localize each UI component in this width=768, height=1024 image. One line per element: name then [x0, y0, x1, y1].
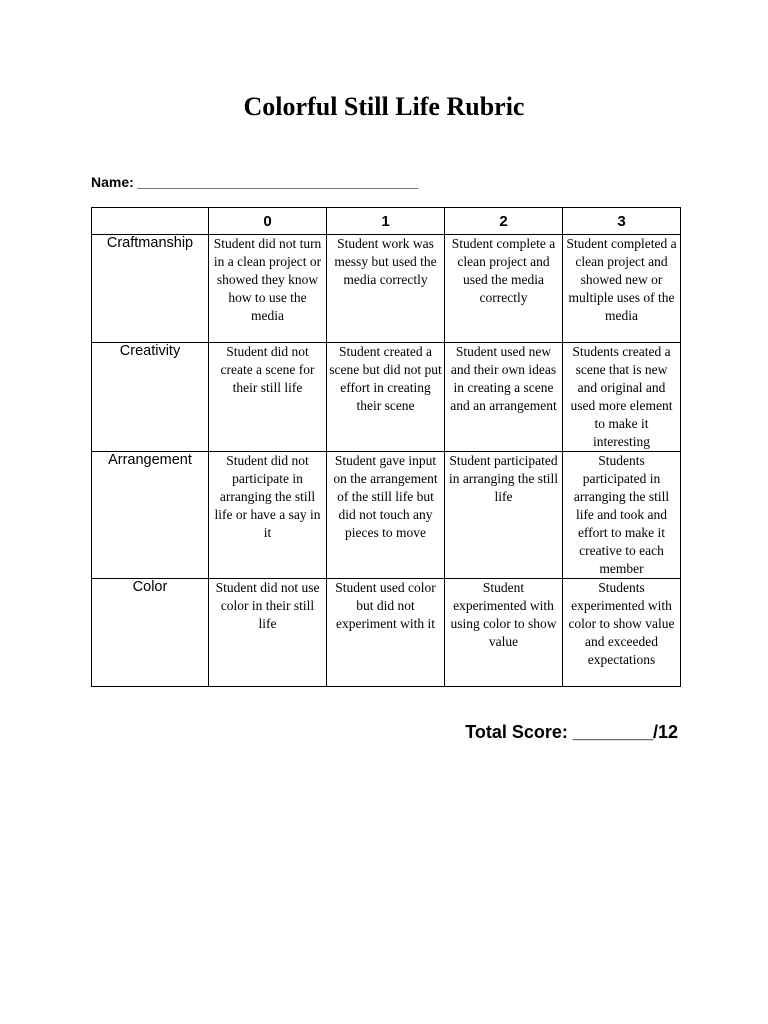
criterion-label: Color [92, 579, 209, 687]
table-row [92, 235, 681, 343]
rubric-cell: Student experimented with using color to show value [445, 579, 563, 687]
rubric-cell: Student created a scene but did not put effort in creating their scene [327, 343, 445, 452]
header-score-2: 2 [445, 208, 563, 235]
rubric-cell: Student completed a clean project and showed new or multiple uses of the media [563, 235, 681, 343]
table-row [92, 343, 681, 452]
rubric-cell: Student work was messy but used the media correctly [327, 235, 445, 343]
rubric-cell: Student used color but did not experiment with it [327, 579, 445, 687]
rubric-cell: Student did not participate in arranging the still life or have a say in it [209, 452, 327, 579]
header-score-1: 1 [327, 208, 445, 235]
rubric-cell: Student participated in arranging the still life [445, 452, 563, 579]
header-blank [92, 208, 209, 235]
name-field: Name: ____________________________________ [91, 174, 418, 190]
rubric-cell: Student gave input on the arrangement of the still life but did not touch any pieces to move [327, 452, 445, 579]
table-row [92, 452, 681, 579]
table-row [92, 579, 681, 687]
criterion-label: Creativity [92, 343, 209, 452]
criterion-label: Arrangement [92, 452, 209, 579]
rubric-cell: Students created a scene that is new and original and used more element to make it interesting [563, 343, 681, 452]
rubric-cell: Student did not turn in a clean project or showed they know how to use the media [209, 235, 327, 343]
header-score-0: 0 [209, 208, 327, 235]
rubric-table [91, 207, 681, 687]
rubric-cell: Student complete a clean project and used the media correctly [445, 235, 563, 343]
rubric-cell: Students experimented with color to show value and exceeded expectations [563, 579, 681, 687]
header-score-3: 3 [563, 208, 681, 235]
rubric-cell: Students participated in arranging the still life and took and effort to make it creative to each member [563, 452, 681, 579]
total-score: Total Score: ________/12 [465, 722, 678, 742]
criterion-label: Craftmanship [92, 235, 209, 343]
rubric-cell: Student did not use color in their still life [209, 579, 327, 687]
page-title: Colorful Still Life Rubric [243, 92, 525, 121]
rubric-cell: Student used new and their own ideas in creating a scene and an arrangement [445, 343, 563, 452]
header-row [92, 208, 681, 235]
rubric-cell: Student did not create a scene for their still life [209, 343, 327, 452]
